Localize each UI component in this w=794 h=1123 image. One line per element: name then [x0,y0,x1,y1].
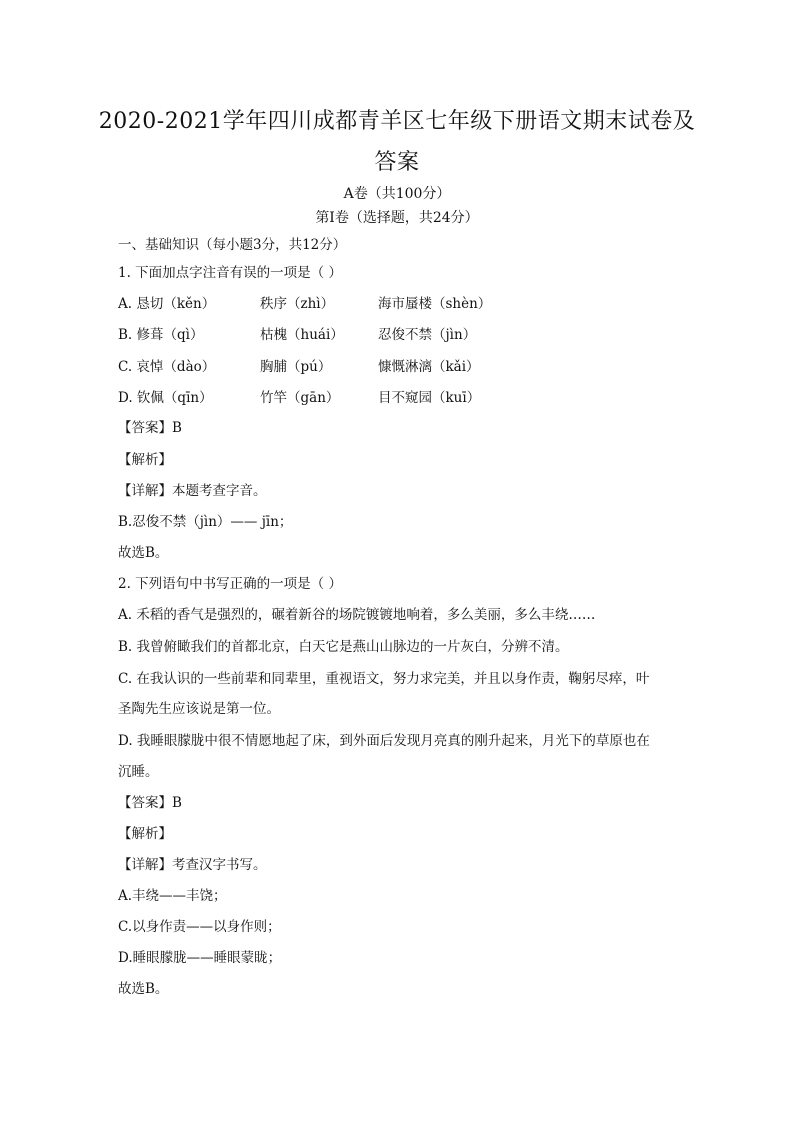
q2-option-a: A. 禾稻的香气是强烈的，碾着新谷的场院镀镀地响着，多么美丽，多么丰绕…… [118,607,596,623]
q1-option-c-b: 胸脯（pú） [260,359,332,375]
q1-detail: 【详解】本题考查字音。 [118,483,267,499]
q1-option-d-c: 目不窥园（kuī） [378,390,481,406]
q1-option-c: C. 哀悼（dào） [118,359,216,375]
q1-option-a: A. 恳切（kěn） [118,296,216,312]
part-a-heading: A卷（共100分） [343,186,451,202]
q1-stem: 1. 下面加点字注音有误的一项是（ ） [118,265,342,281]
q1-conclusion: 故选B。 [118,545,169,561]
q1-option-d: D. 钦佩（qīn） [118,390,213,406]
q2-conclusion: 故选B。 [118,981,169,997]
q2-fix-a: A.丰绕——丰饶； [118,888,227,904]
doc-title-line1: 2020-2021学年四川成都青羊区七年级下册语文期末试卷及 [98,109,696,134]
q2-option-c-line1: C. 在我认识的一些前辈和同辈里，重视语文，努力求完美，并且以身作责，鞠躬尽瘁，叶 [118,671,650,687]
q1-answer: 【答案】B [118,420,182,436]
section-heading: 一、基础知识（每小题3分，共12分） [118,237,347,253]
q2-analysis: 【解析】 [118,826,172,842]
q1-option-c-c: 慷慨淋漓（kǎi） [378,359,480,375]
q1-option-b-b: 枯槐（huái） [260,327,344,343]
doc-title-line2: 答案 [374,150,420,175]
q1-option-d-b: 竹竿（gān） [260,390,340,406]
q1-option-a-c: 海市蜃楼（shèn） [378,296,492,312]
q2-stem: 2. 下列语句中书写正确的一项是（ ） [118,576,342,592]
q2-option-c-line2: 圣陶先生应该说是第一位。 [118,701,280,717]
q2-detail: 【详解】考查汉字书写。 [118,857,267,873]
q1-explanation: B.忍俊不禁（jìn）—— jīn； [118,514,293,530]
q2-answer: 【答案】B [118,795,182,811]
q1-option-b: B. 修葺（qì） [118,327,204,343]
q2-option-b: B. 我曾俯瞰我们的首都北京，白天它是燕山山脉边的一片灰白，分辨不清。 [118,639,569,655]
q2-fix-c: C.以身作责——以身作则； [118,919,281,935]
q1-option-b-c: 忍俊不禁（jìn） [378,327,477,343]
q2-fix-d: D.睡眼朦胧——睡眼蒙眬； [118,950,282,966]
q2-option-d-line1: D. 我睡眼朦胧中很不情愿地起了床，到外面后发现月亮真的刚升起来，月光下的草原也在 [118,733,650,749]
part-1-heading: 第Ⅰ卷（选择题，共24分） [315,210,479,226]
q1-option-a-b: 秩序（zhì） [260,296,335,312]
q1-analysis: 【解析】 [118,452,172,468]
q2-option-d-line2: 沉睡。 [118,764,159,780]
